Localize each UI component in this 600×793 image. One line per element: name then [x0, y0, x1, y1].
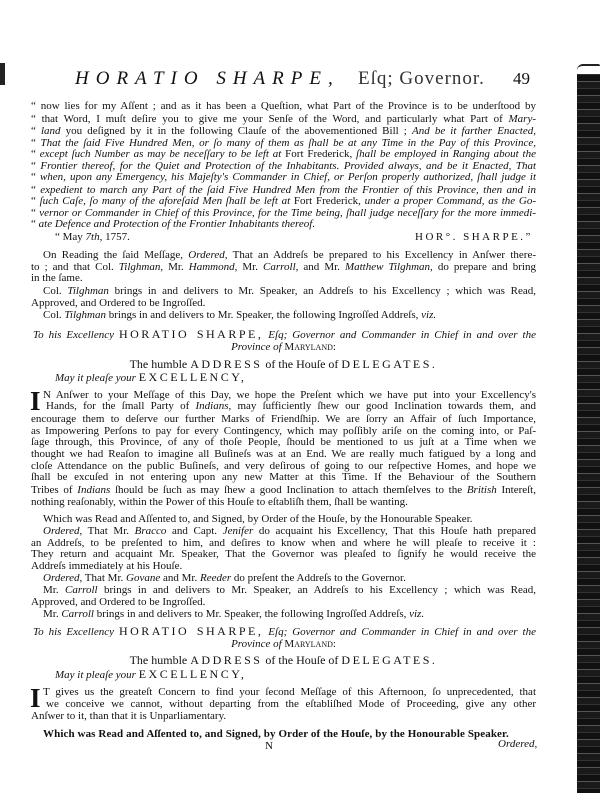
roman-text: brings in and delivers to Mr. Speaker, the following Ingroſſed Addreſs,	[105, 309, 422, 321]
roman-text: brings in and delivers to Mr. Speaker, an Addreſs to his Excellency ; which was Read,	[97, 584, 536, 596]
roman-text: Intereſt,	[496, 484, 536, 496]
italic-text: Tilghman	[67, 285, 109, 297]
roman-text: Approved, and Ordered to be Ingroſſed.	[31, 297, 206, 309]
closing-line	[43, 728, 509, 740]
italic-text: To his Excellency	[33, 626, 119, 637]
italic-text: expedient to march any Part of the ſaid Five Hundred Men from the Frontier of this Province, then and in	[40, 184, 536, 196]
roman-text: , Mr.	[234, 261, 264, 273]
italic-text: Indians	[195, 400, 229, 412]
message-signature: HOR°. SHARPE.”	[415, 231, 533, 243]
italic-text: Ordered	[188, 249, 225, 261]
text-line	[31, 484, 536, 496]
roman-text: Anſwer to it, than that it is Unparliamentary.	[31, 710, 227, 722]
roman-text: , Mr.	[160, 261, 189, 273]
italic-text: May it pleaſe your	[55, 372, 139, 384]
address-heading	[31, 654, 536, 666]
roman-text: “	[31, 218, 39, 230]
roman-text: , do prepare and bring	[430, 261, 536, 273]
roman-text: “	[31, 125, 41, 137]
roman-text: ſhould be ſuch as may ſhew a good Inclination to attach themſelves to the	[110, 484, 467, 496]
italic-text: ſhall be employed in Ranging about the	[356, 148, 536, 160]
address-province	[31, 341, 536, 353]
text-line	[43, 572, 536, 584]
italic-text: Province of	[231, 341, 285, 353]
scan-edge-right	[577, 68, 600, 793]
roman-text: “	[31, 195, 40, 207]
roman-text: we conceive we cannot, without departing from the eſtabliſhed Mode of Proceeding, give any other	[46, 698, 536, 710]
text-line	[31, 548, 536, 560]
text-line	[31, 496, 536, 508]
italic-text: Tilghman	[118, 261, 161, 273]
text-line	[46, 400, 536, 412]
italic-text: Carroll	[61, 608, 94, 620]
italic-text: Reeder	[199, 572, 232, 584]
text-line	[43, 525, 536, 537]
catchword: Ordered,	[498, 738, 538, 750]
text-line	[31, 596, 536, 608]
roman-text: do preſent the Addreſs to the Governor.	[231, 572, 406, 584]
roman-text: , That an Addreſs be prepared to his Excellency in Anſwer there-	[224, 249, 536, 261]
text-line	[31, 297, 536, 309]
roman-text: brings in and delivers to Mr. Speaker, the following Ingroſſed Addreſs,	[93, 608, 410, 620]
roman-text: “	[31, 137, 41, 149]
spaced-capitals: EXCELLENCY,	[138, 370, 247, 384]
italic-text: Jenifer	[222, 525, 254, 537]
running-title: HORATIO SHARPE,	[75, 68, 340, 89]
spaced-capitals: HORATIO SHARPE,	[118, 625, 264, 637]
roman-text: brings in and delivers to Mr. Speaker, an Addreſs to his Excellency ; which was Read,	[108, 285, 536, 297]
text-line	[31, 471, 536, 483]
roman-text: , 1757.	[99, 231, 130, 243]
small-capitals: Maryland	[284, 638, 333, 650]
text-line	[43, 309, 536, 321]
italic-text: Matthew Tilghman	[344, 261, 431, 273]
roman-text: Col.	[43, 285, 68, 297]
roman-text: Hands, for the ſmall Party of	[46, 400, 196, 412]
scan-edge-left	[0, 63, 5, 85]
roman-text: The humble	[129, 653, 191, 667]
italic-text: land	[41, 125, 61, 137]
roman-text: nothing reaſonably, within the Power of this Houſe to eſtabliſh them, ſhall be wanting.	[31, 496, 408, 508]
text-line	[46, 698, 536, 710]
roman-text: of the Houſe of	[262, 653, 342, 667]
roman-text: Addreſs immediately at his Houſe.	[31, 560, 183, 572]
italic-text: viz.	[421, 309, 437, 321]
text-line	[43, 608, 536, 620]
roman-text: , That Mr.	[79, 572, 127, 584]
italic-text: Ordered	[43, 572, 80, 584]
italic-text: Ordered	[43, 525, 80, 537]
italic-text: Province of	[231, 638, 285, 650]
italic-text: Indians	[77, 484, 111, 496]
italic-text: May it pleaſe your	[55, 669, 139, 681]
italic-text: And be it farther Enacted,	[411, 125, 536, 137]
italic-text: That the ſaid Five Hundred Men, or ſo many of them as ſhall be at any Time in the Pay of this Province,	[40, 137, 536, 149]
text-line	[43, 249, 536, 261]
text-line	[31, 413, 536, 425]
spaced-capitals: EXCELLENCY,	[138, 667, 247, 681]
roman-text: Approved, and Ordered to be Ingroſſed.	[31, 596, 206, 608]
roman-text: you deſigned by it in the following Clauſe of the abovementioned Bill ;	[60, 125, 412, 137]
text-line	[31, 560, 536, 572]
roman-text: “	[31, 148, 40, 160]
italic-text: Eſq; Governor and Commander in Chief in and over the	[263, 626, 536, 637]
roman-text: “ now lies for my Aſſent ; and as it has been a Queſtion, what Part of the Province is to be underſtood by	[31, 100, 536, 112]
roman-text: “ that Word, I muſt deſire you to give me your Senſe of the Word, and particularly what Part of	[31, 113, 509, 125]
roman-text: in the ſame.	[31, 272, 83, 284]
roman-text: Tribes of	[31, 484, 78, 496]
roman-text: encourage them to deſerve our further Marks of Friendſhip. We are ſorry an Affair of ſuch Importance,	[31, 413, 536, 425]
roman-text: ſage through, this Province, of any of thoſe People, ſhould be mentioned to us juſt at a Time when we	[31, 436, 536, 448]
text-line	[43, 513, 536, 525]
italic-text: vernor or Commander in Chief of this Province, for the Time being, ſhall judge neceſſary for the more immedi-	[39, 207, 536, 219]
italic-text: under a proper Command, as the Go-	[364, 195, 536, 207]
roman-text: of the Houſe of	[262, 357, 342, 371]
text-line	[43, 686, 536, 698]
italic-text: Carroll	[65, 584, 98, 596]
text-line	[31, 100, 536, 112]
italic-text: British	[466, 484, 497, 496]
text-line	[31, 218, 536, 230]
text-line	[31, 113, 536, 125]
spaced-capitals: HORATIO SHARPE,	[118, 328, 264, 340]
italic-text: Carroll	[263, 261, 296, 273]
drop-cap: I	[30, 386, 41, 416]
text-line	[31, 710, 536, 722]
page-number: 49	[513, 69, 530, 88]
italic-text: Tilghman	[64, 309, 106, 321]
small-capitals: Maryland	[284, 341, 333, 353]
roman-text: and Mr.	[160, 572, 200, 584]
roman-text: The humble	[129, 357, 191, 371]
roman-text: On Reading the ſaid Meſſage,	[43, 249, 189, 261]
italic-text: Mary-	[508, 113, 536, 125]
spaced-capitals: DELEGATES.	[341, 357, 438, 371]
roman-text: N Anſwer to your Meſſage of this Day, we hope the Preſent which we have put into your Excellency's	[43, 389, 536, 401]
roman-text: Col.	[43, 309, 65, 321]
text-line	[43, 584, 536, 596]
text-line	[31, 448, 536, 460]
roman-text: Which was Read and Aſſented to, and Signed, by Order of the Houſe, by the Honourable Speaker.	[43, 513, 473, 525]
address-heading	[31, 358, 536, 370]
roman-text: Mr.	[43, 584, 65, 596]
address-salutation	[55, 371, 246, 383]
roman-text: Which was Read and Aſſented to, and Signed, by Order of the Houſe, by the Honourable Speaker.	[43, 728, 509, 740]
italic-text: viz.	[409, 608, 425, 620]
roman-text: “	[31, 207, 40, 219]
text-line	[31, 272, 536, 284]
roman-text: and Capt.	[166, 525, 223, 537]
roman-text: cloſe Attendance on the public Buſineſs, and very deſirous of going to our reſpective Homes, and hope we	[31, 460, 536, 472]
roman-text: “ May	[55, 231, 86, 243]
roman-text: to ; and that Col.	[31, 261, 119, 273]
text-line	[31, 148, 536, 160]
text-line	[31, 195, 536, 207]
italic-text: Eſq; Governor and Commander in Chief in and over the	[263, 329, 536, 340]
roman-text: do acquaint his Excellency, That this Houſe hath prepared	[253, 525, 536, 537]
running-title-suffix: Eſq; Governor.	[358, 68, 485, 89]
roman-text: thought we had Reaſon to imagine all Buſineſs was at an End. We are really much fatigued by a long and	[31, 448, 536, 460]
roman-text: :	[332, 638, 336, 650]
italic-text: Frontier thereof, for the Quiet and Protection of the Inhabitants. Provided always, and be it Enacted, That	[40, 160, 536, 172]
text-line	[31, 171, 536, 183]
italic-text: when, upon any Emergency, his Majeſty's Commander in Chief, or Perſon properly authorized, ſhall judge it	[39, 171, 536, 183]
roman-text: :	[332, 341, 336, 353]
roman-text: “	[31, 160, 41, 172]
italic-text: 7th	[85, 231, 100, 243]
spaced-capitals: ADDRESS	[190, 653, 263, 667]
address-province	[31, 638, 536, 650]
roman-text: Mr.	[43, 608, 62, 620]
roman-text: ſhall be excuſed in not entering upon any new Matter at this Time. If the Behaviour of the Southern	[31, 471, 536, 483]
roman-text: as Impowering Perſons to pay for every Contingency, which may poſſibly ariſe on the coming into, or Paſ-	[31, 425, 536, 437]
italic-text: To his Excellency	[33, 329, 119, 340]
text-line	[43, 285, 536, 297]
signature-mark: N	[265, 740, 273, 752]
italic-text: Bracco	[134, 525, 167, 537]
roman-text: Fort Frederick,	[290, 195, 365, 207]
address-salutation	[55, 668, 246, 680]
text-line	[31, 436, 536, 448]
italic-text: Govane	[126, 572, 161, 584]
drop-cap: I	[30, 683, 41, 713]
text-line	[31, 125, 536, 137]
italic-text: ate Defence and Protection of the Frontier Inhabitants thereof.	[38, 218, 316, 230]
roman-text: “	[31, 184, 41, 196]
address-superscription	[33, 625, 536, 637]
roman-text: Fort Frederick,	[281, 148, 357, 160]
roman-text: , and Mr.	[295, 261, 345, 273]
italic-text: ſuch Caſe, ſo many of the aforeſaid Men ſhall be left at	[39, 195, 291, 207]
italic-text: Hammond	[188, 261, 235, 273]
roman-text: “	[31, 171, 40, 183]
roman-text: an Addreſs, to be preſented to him, and deſires to know when and where he will pleaſe to receive it :	[31, 537, 536, 549]
italic-text: except ſuch Number as may be neceſſary to be left at	[39, 148, 282, 160]
spaced-capitals: ADDRESS	[190, 357, 263, 371]
roman-text: T gives us the greateſt Concern to find your ſecond Meſſage of this Afternoon, ſo unprecedented, that	[43, 686, 536, 698]
roman-text: They return and acquaint Mr. Speaker, That the Governor was pleaſed to ſignify he would receive the	[31, 548, 536, 560]
spaced-capitals: DELEGATES.	[341, 653, 438, 667]
roman-text: , That Mr.	[79, 525, 135, 537]
message-date	[55, 231, 130, 243]
address-superscription	[33, 328, 536, 340]
roman-text: , may ſufficiently ſhew our good Inclination towards them, and	[228, 400, 536, 412]
